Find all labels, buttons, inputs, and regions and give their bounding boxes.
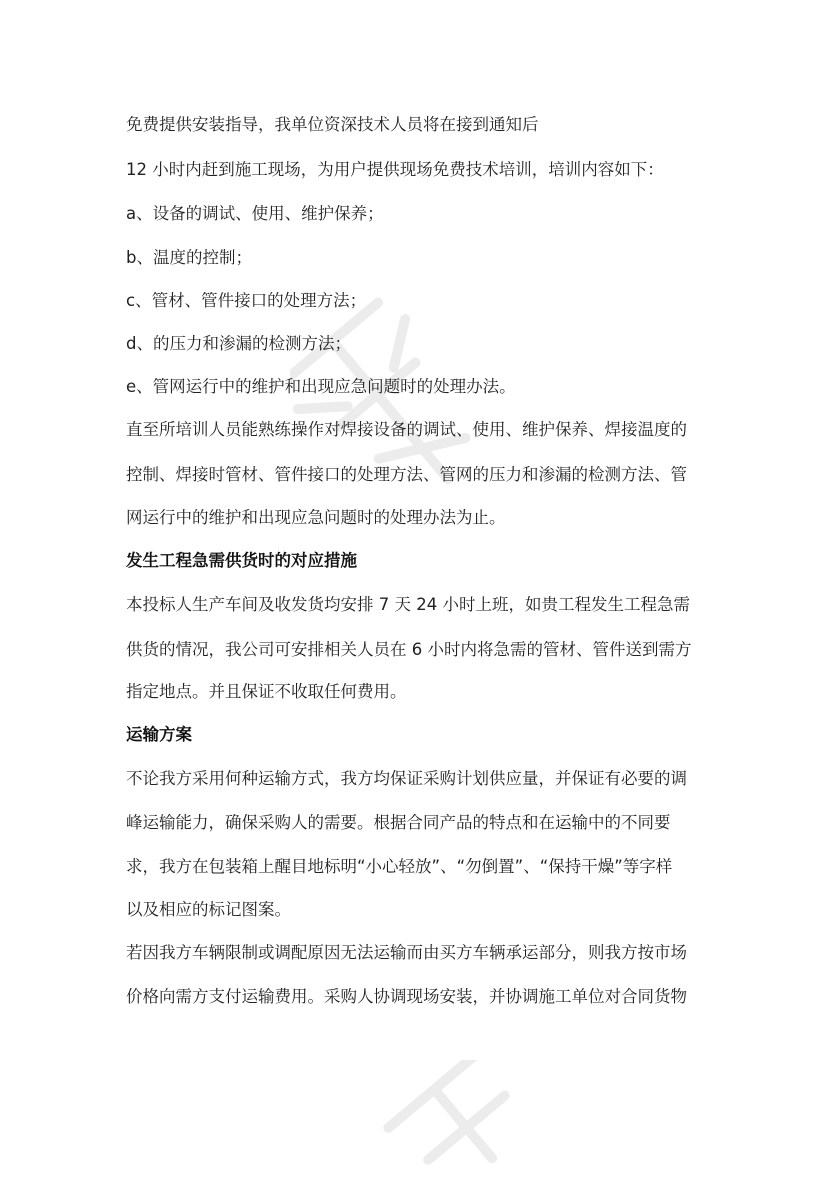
list-item-c: c、管材、管件接口的处理方法； (126, 291, 367, 310)
section-heading-transport-plan: 运输方案 (126, 725, 192, 744)
list-item-a: a、设备的调试、使用、维护保养； (126, 204, 384, 223)
text-line: 网运行中的维护和出现应急问题时的处理办法为止。 (126, 508, 506, 527)
list-item-b: b、温度的控制； (126, 248, 252, 267)
text-line: 以及相应的标记图案。 (126, 900, 291, 919)
text-line: 免费提供安装指导，我单位资深技术人员将在接到通知后 (126, 115, 539, 134)
list-item-e: e、管网运行中的维护和出现应急问题时的处理办法。 (126, 377, 516, 396)
text-line: 本投标人生产车间及收发货均安排 7 天 24 小时上班，如贵工程发生工程急需 (126, 595, 690, 614)
section-heading-emergency-supply: 发生工程急需供货时的对应措施 (126, 551, 357, 570)
text-line: 求，我方在包装箱上醒目地标明“小心轻放”、“勿倒置”、“保持干燥”等字样 (126, 857, 673, 876)
text-line: 供货的情况，我公司可安排相关人员在 6 小时内将急需的管材、管件送到需方 (126, 640, 692, 659)
text-line: 控制、焊接时管材、管件接口的处理方法、管网的压力和渗漏的检测方法、管 (126, 465, 687, 484)
text-line: 峰运输能力，确保采购人的需要。根据合同产品的特点和在运输中的不同要 (126, 813, 671, 832)
text-line: 直至所培训人员能熟练操作对焊接设备的调试、使用、维护保养、焊接温度的 (126, 420, 687, 439)
text-line: 价格向需方支付运输费用。采购人协调现场安装，并协调施工单位对合同货物 (126, 987, 687, 1006)
text-line: 若因我方车辆限制或调配原因无法运输而由买方车辆承运部分，则我方按市场 (126, 943, 687, 962)
list-item-d: d、的压力和渗漏的检测方法； (126, 334, 351, 353)
text-line: 指定地点。并且保证不收取任何费用。 (126, 682, 407, 701)
text-line: 不论我方采用何种运输方式，我方均保证采购计划供应量，并保证有必要的调 (126, 769, 687, 788)
text-line: 12 小时内赶到施工现场，为用户提供现场免费技术培训，培训内容如下： (126, 160, 664, 179)
watermark-mark (380, 1060, 540, 1180)
watermark-mark (290, 280, 490, 540)
